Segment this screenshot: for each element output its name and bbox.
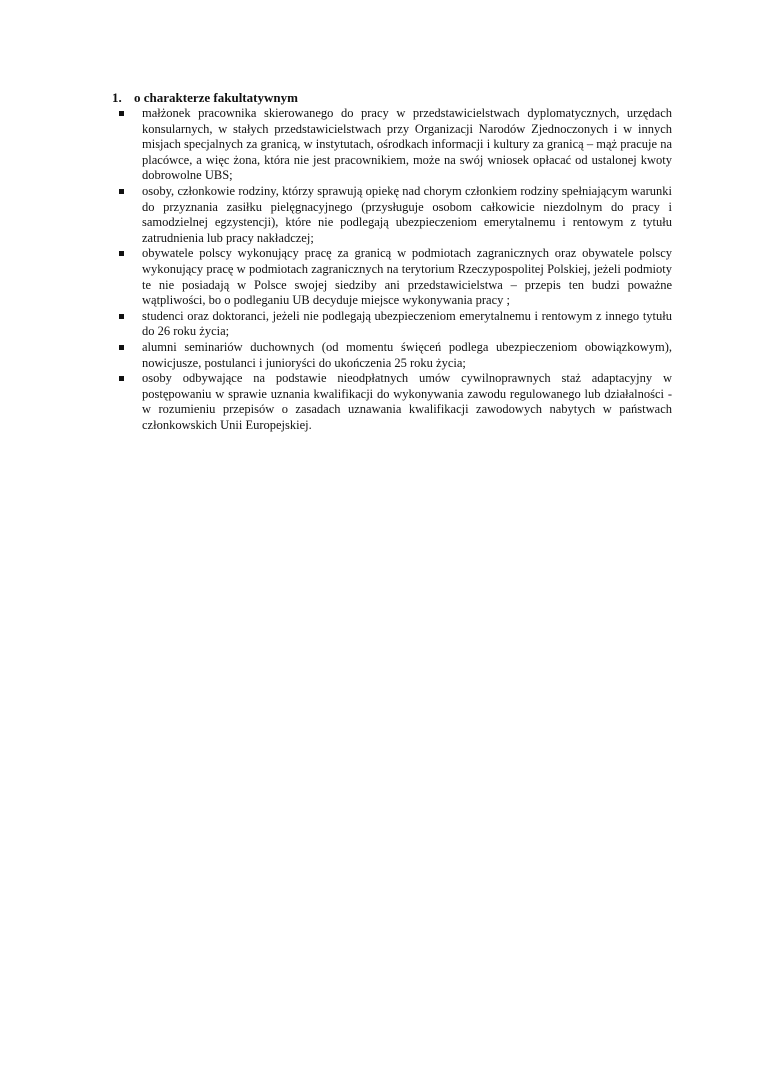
square-bullet-icon xyxy=(119,376,124,381)
list-item-text: studenci oraz doktoranci, jeżeli nie podlegają ubezpieczeniom emerytalnemu i rentowym z innego tytułu do 26 roku życia; xyxy=(142,308,672,339)
list-item xyxy=(112,340,672,371)
list-item xyxy=(112,309,672,340)
list-item xyxy=(112,106,672,184)
section-optional-insurance xyxy=(112,90,672,433)
bullet-list xyxy=(112,106,672,433)
square-bullet-icon xyxy=(119,251,124,256)
list-item xyxy=(112,246,672,308)
square-bullet-icon xyxy=(119,345,124,350)
list-item xyxy=(112,371,672,433)
section-heading xyxy=(112,90,672,106)
section-title: o charakterze fakultatywnym xyxy=(134,90,298,105)
list-item-text: osoby, członkowie rodziny, którzy sprawują opiekę nad chorym członkiem rodziny spełniającym warunki do przyznania zasiłku pielęgnacyjnego (przysługuje osobom całkowicie niezdolnym do pracy i samodzielnej egzystencji), które nie podlegają ubezpieczeniom emerytalnemu i rentowym z tytułu zatrudnienia lub pracy nakładczej; xyxy=(142,183,672,245)
list-item-text: osoby odbywające na podstawie nieodpłatnych umów cywilnoprawnych staż adaptacyjny w postępowaniu w sprawie uznania kwalifikacji do wykonywania zawodu regulowanego lub działalności - w rozumieniu przepisów o zasadach uznawania kwalifikacji zawodowych nabytych w państwach członkowskich Unii Europejskiej. xyxy=(142,371,672,432)
square-bullet-icon xyxy=(119,111,124,116)
square-bullet-icon xyxy=(119,314,124,319)
square-bullet-icon xyxy=(119,189,124,194)
list-item-text: małżonek pracownika skierowanego do pracy w przedstawicielstwach dyplomatycznych, urzędach konsularnych, w stałych przedstawicielstwach przy Organizacji Narodów Zjednoczonych i w innych misjach specjalnych za granicą, w instytutach, ośrodkach informacji i kultury za granicą – mąż pracuje na placówce, a więc żona, która nie jest pracownikiem, może na swój wniosek opłacać od ustalonej kwoty dobrowolne UBS; xyxy=(142,106,672,183)
section-number: 1. xyxy=(112,90,122,105)
list-item xyxy=(112,184,672,246)
list-item-text: alumni seminariów duchownych (od momentu święceń podlega ubezpieczeniom obowiązkowym), nowicjusze, postulanci i junioryści do ukończenia 25 roku życia; xyxy=(142,339,672,370)
list-item-text: obywatele polscy wykonujący pracę za granicą w podmiotach zagranicznych oraz obywatele polscy wykonujący pracę w podmiotach zagranicznych na terytorium Rzeczypospolitej Polskiej, jeżeli podmioty te nie posiadają w Polsce swojej siedziby ani przedstawicielstwa – przepis ten budzi poważne wątpliwości, bo o podleganiu UB decyduje miejsce wykonywania pracy ; xyxy=(142,246,672,308)
